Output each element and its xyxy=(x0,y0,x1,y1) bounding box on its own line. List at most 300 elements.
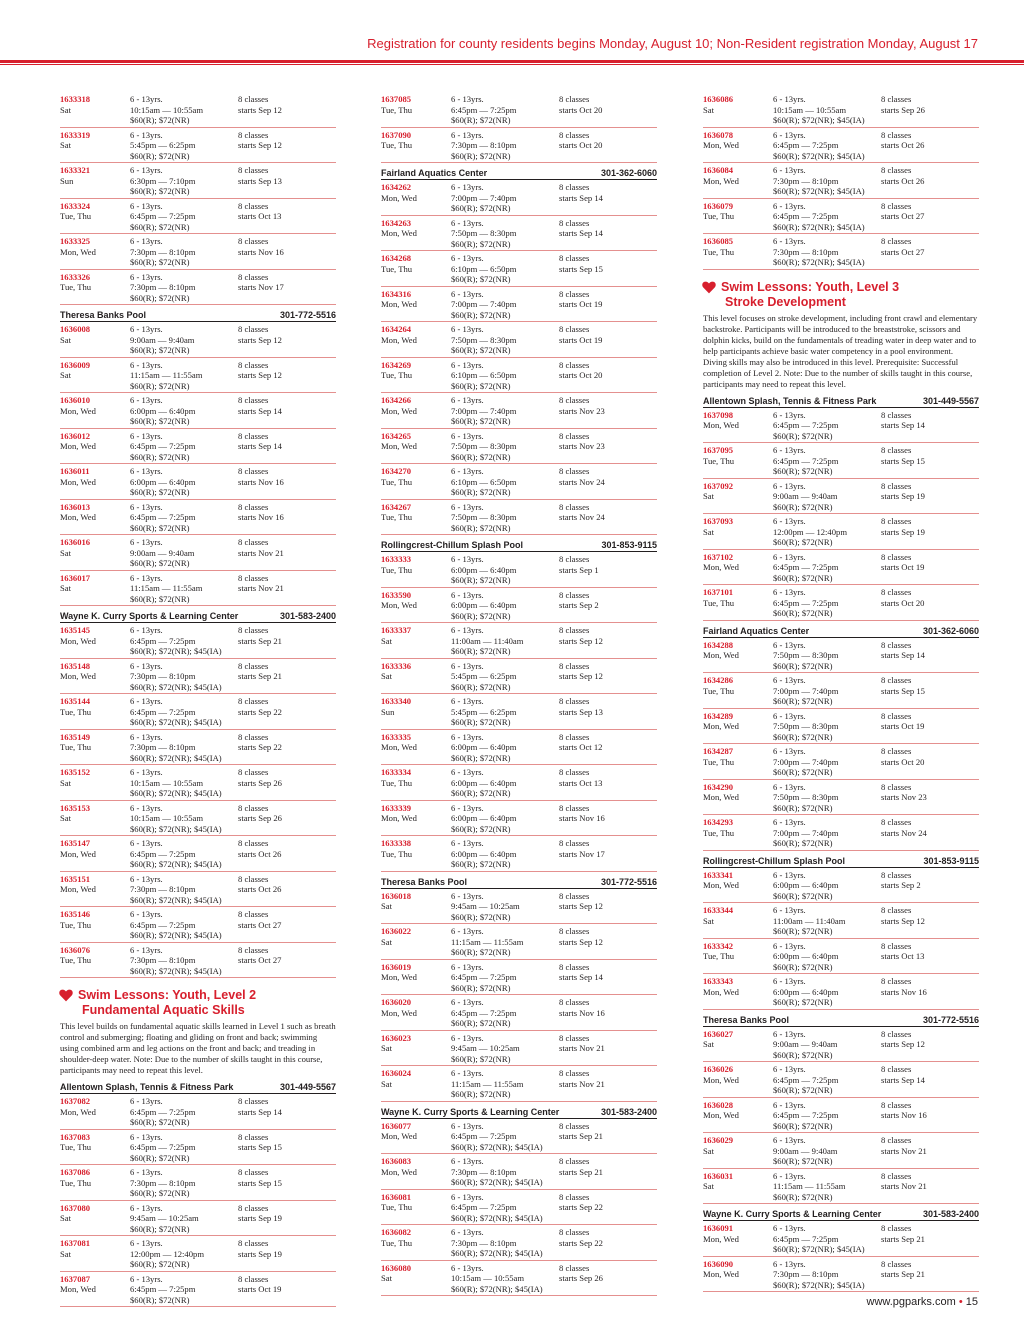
course-code[interactable]: 1637086 xyxy=(60,1167,91,1177)
course-code[interactable]: 1636076 xyxy=(60,944,91,955)
age-range: 6 - 13yrs. xyxy=(773,675,806,685)
class-time: 10:15am — 10:55am xyxy=(451,1273,525,1283)
course-code[interactable]: 1634293 xyxy=(703,817,734,827)
class-fee: $60(R); $72(NR) xyxy=(773,466,833,476)
class-fee: $60(R); $72(NR); $45(IA) xyxy=(773,150,865,161)
class-fee: $60(R); $72(NR) xyxy=(773,430,833,441)
class-entry xyxy=(60,464,336,500)
class-time: 10:15am — 10:55am xyxy=(773,104,847,115)
course-code[interactable]: 1634266 xyxy=(381,395,412,405)
class-fee: $60(R); $72(NR) xyxy=(773,731,833,742)
class-days: Sat xyxy=(381,671,392,681)
course-code[interactable]: 1634262 xyxy=(381,182,412,192)
class-time: 6:00pm — 6:40pm xyxy=(773,880,839,890)
class-fee: $60(R); $72(NR) xyxy=(451,522,511,533)
course-code[interactable]: 1636011 xyxy=(60,466,90,476)
start-date: starts Nov 21 xyxy=(238,547,284,558)
age-range: 6 - 13yrs. xyxy=(451,1068,484,1078)
course-code[interactable]: 1634289 xyxy=(703,710,734,721)
class-count: 8 classes xyxy=(559,890,590,901)
age-range: 6 - 13yrs. xyxy=(773,905,806,915)
class-time: 10:15am — 10:55am xyxy=(130,104,204,115)
start-date: starts Nov 24 xyxy=(881,827,927,838)
class-count: 8 classes xyxy=(238,1202,269,1213)
class-fee: $60(R); $72(NR) xyxy=(451,911,511,922)
course-code[interactable]: 1636091 xyxy=(703,1223,734,1233)
venue-phone: 301-772-5516 xyxy=(279,310,336,320)
course-code[interactable]: 1637081 xyxy=(60,1238,91,1248)
class-time: 7:50pm — 8:30pm xyxy=(451,441,517,451)
start-date: starts Nov 23 xyxy=(881,792,927,802)
class-days: Sat xyxy=(703,104,714,115)
start-date: starts Sep 26 xyxy=(238,777,282,788)
course-code[interactable]: 1636080 xyxy=(381,1262,412,1273)
class-entry xyxy=(60,128,336,164)
start-date: starts Nov 24 xyxy=(559,476,605,487)
class-count: 8 classes xyxy=(238,1238,269,1248)
class-days: Sat xyxy=(60,813,71,823)
class-entry xyxy=(60,571,336,607)
class-time: 7:30pm — 8:10pm xyxy=(773,175,839,186)
class-time: 6:00pm — 6:40pm xyxy=(773,986,839,997)
course-code[interactable]: 1634265 xyxy=(381,430,412,441)
course-code[interactable]: 1636082 xyxy=(381,1227,412,1237)
course-code[interactable]: 1637095 xyxy=(703,445,734,455)
class-time: 6:00pm — 6:40pm xyxy=(451,848,517,859)
class-count: 8 classes xyxy=(559,767,590,777)
age-range: 6 - 13yrs. xyxy=(451,324,484,334)
course-code[interactable]: 1636018 xyxy=(381,890,412,901)
course-code[interactable]: 1636022 xyxy=(381,926,412,936)
course-code[interactable]: 1636020 xyxy=(381,997,412,1007)
course-code[interactable]: 1636023 xyxy=(381,1032,412,1043)
course-code[interactable]: 1636083 xyxy=(381,1156,412,1166)
header-banner xyxy=(0,0,1024,66)
age-range: 6 - 13yrs. xyxy=(451,696,484,706)
course-code[interactable]: 1633319 xyxy=(60,129,91,140)
class-count: 8 classes xyxy=(881,1170,912,1181)
class-fee: $60(R); $72(NR); $45(IA) xyxy=(130,930,222,940)
class-count: 8 classes xyxy=(238,501,269,512)
course-code[interactable]: 1633325 xyxy=(60,236,91,246)
age-range: 6 - 13yrs. xyxy=(130,395,163,405)
course-code[interactable]: 1634316 xyxy=(381,288,412,299)
class-entry xyxy=(60,92,336,128)
start-date: starts Sep 12 xyxy=(559,635,603,646)
class-entry xyxy=(703,1062,979,1098)
class-count: 8 classes xyxy=(238,165,269,175)
class-list xyxy=(381,1119,657,1297)
age-range: 6 - 13yrs. xyxy=(451,1191,484,1202)
class-time: 6:45pm — 7:25pm xyxy=(773,1074,839,1085)
age-range: 6 - 13yrs. xyxy=(130,731,163,742)
class-count: 8 classes xyxy=(238,873,269,884)
venue-name: Theresa Banks Pool xyxy=(703,1014,790,1025)
age-range: 6 - 13yrs. xyxy=(451,182,484,192)
age-range: 6 - 13yrs. xyxy=(451,890,484,901)
class-entry xyxy=(60,322,336,358)
start-date: starts Oct 20 xyxy=(559,370,603,380)
age-range: 6 - 13yrs. xyxy=(451,660,484,671)
class-entry xyxy=(60,500,336,536)
class-time: 6:45pm — 7:25pm xyxy=(130,211,196,221)
class-fee: $60(R); $72(NR); $45(IA) xyxy=(451,1248,543,1258)
class-count: 8 classes xyxy=(559,324,590,334)
start-date: starts Oct 13 xyxy=(881,951,925,961)
class-fee: $60(R); $72(NR) xyxy=(130,416,190,426)
course-code[interactable]: 1635152 xyxy=(60,767,91,777)
start-date: starts Sep 13 xyxy=(559,706,603,717)
course-code[interactable]: 1635148 xyxy=(60,660,91,671)
course-code[interactable]: 1636009 xyxy=(60,359,91,370)
age-range: 6 - 13yrs. xyxy=(451,838,484,848)
start-date: starts Sep 21 xyxy=(238,635,282,646)
class-fee: $60(R); $72(NR); $45(IA) xyxy=(130,717,222,727)
age-range: 6 - 13yrs. xyxy=(451,217,484,228)
class-fee: $60(R); $72(NR) xyxy=(451,416,511,426)
class-days: Mon, Wed xyxy=(703,1110,739,1120)
class-fee: $60(R); $72(NR) xyxy=(130,115,190,125)
page-number: 15 xyxy=(965,1296,978,1308)
class-entry xyxy=(381,889,657,925)
class-time: 7:50pm — 8:30pm xyxy=(773,721,839,731)
class-days: Sun xyxy=(381,706,395,717)
course-code[interactable]: 1633344 xyxy=(703,905,734,915)
class-days: Sat xyxy=(60,583,71,593)
class-days: Mon, Wed xyxy=(60,848,96,859)
age-range: 6 - 13yrs. xyxy=(773,746,806,756)
course-code[interactable]: 1633343 xyxy=(703,976,734,986)
class-count: 8 classes xyxy=(881,976,912,986)
age-range: 6 - 13yrs. xyxy=(773,516,806,526)
start-date: starts Oct 19 xyxy=(881,721,925,731)
class-time: 6:45pm — 7:25pm xyxy=(451,972,517,982)
course-code[interactable]: 1637085 xyxy=(381,94,412,104)
venue-phone: 301-772-5516 xyxy=(922,1014,979,1025)
venue-phone: 301-772-5516 xyxy=(600,876,657,887)
course-code[interactable]: 1633334 xyxy=(381,767,412,777)
course-code[interactable]: 1637092 xyxy=(703,480,734,491)
class-days: Mon, Wed xyxy=(381,972,417,982)
course-code[interactable]: 1636090 xyxy=(703,1258,734,1269)
age-range: 6 - 13yrs. xyxy=(451,466,484,476)
start-date: starts Oct 26 xyxy=(881,140,925,150)
course-code[interactable]: 1633324 xyxy=(60,200,91,211)
class-time: 6:45pm — 7:25pm xyxy=(451,104,517,115)
class-fee: $60(R); $72(NR) xyxy=(451,451,511,462)
class-days: Sat xyxy=(381,635,392,646)
class-fee: $60(R); $72(NR) xyxy=(451,1018,511,1028)
course-code[interactable]: 1636085 xyxy=(703,236,734,246)
start-date: starts Sep 2 xyxy=(881,880,921,890)
class-count: 8 classes xyxy=(559,288,590,299)
course-code[interactable]: 1635144 xyxy=(60,696,91,706)
class-list xyxy=(703,1027,979,1205)
course-code[interactable]: 1633590 xyxy=(381,589,412,600)
class-days: Sat xyxy=(60,104,71,115)
course-code[interactable]: 1636078 xyxy=(703,129,734,140)
class-entry xyxy=(381,500,657,536)
class-entry xyxy=(381,1031,657,1067)
venue-header xyxy=(381,874,657,889)
course-code[interactable]: 1637101 xyxy=(703,587,734,597)
course-code[interactable]: 1637080 xyxy=(60,1202,91,1213)
start-date: starts Oct 19 xyxy=(238,1284,282,1294)
course-code[interactable]: 1636013 xyxy=(60,501,91,512)
course-code[interactable]: 1636026 xyxy=(703,1064,734,1074)
start-date: starts Sep 21 xyxy=(881,1233,925,1244)
start-date: starts Sep 15 xyxy=(238,1177,282,1188)
course-code[interactable]: 1636024 xyxy=(381,1068,412,1078)
start-date: starts Oct 13 xyxy=(238,211,282,221)
course-code[interactable]: 1636028 xyxy=(703,1099,734,1110)
start-date: starts Sep 26 xyxy=(881,104,925,115)
class-fee: $60(R); $72(NR); $45(IA) xyxy=(773,1279,865,1290)
class-fee: $60(R); $72(NR); $45(IA) xyxy=(130,681,222,692)
class-time: 11:15am — 11:55am xyxy=(130,583,203,593)
course-code[interactable]: 1634288 xyxy=(703,639,734,650)
class-days: Tue, Thu xyxy=(703,756,735,767)
course-code[interactable]: 1637098 xyxy=(703,409,734,420)
start-date: starts Nov 16 xyxy=(881,1110,927,1120)
course-code[interactable]: 1634267 xyxy=(381,501,412,512)
class-entry xyxy=(381,801,657,837)
class-fee: $60(R); $72(NR) xyxy=(451,575,511,585)
class-count: 8 classes xyxy=(238,838,269,848)
class-count: 8 classes xyxy=(559,217,590,228)
start-date: starts Sep 15 xyxy=(881,455,925,466)
class-count: 8 classes xyxy=(238,572,269,583)
class-count: 8 classes xyxy=(559,1068,590,1078)
start-date: starts Nov 21 xyxy=(559,1078,605,1089)
course-code[interactable]: 1634268 xyxy=(381,253,412,263)
class-days: Mon, Wed xyxy=(703,175,739,186)
course-code[interactable]: 1637093 xyxy=(703,516,734,526)
class-time: 6:45pm — 7:25pm xyxy=(773,455,839,466)
course-code[interactable]: 1634269 xyxy=(381,359,412,370)
course-code[interactable]: 1636031 xyxy=(703,1170,734,1181)
course-code[interactable]: 1633341 xyxy=(703,869,734,880)
class-count: 8 classes xyxy=(559,359,590,370)
course-code[interactable]: 1636081 xyxy=(381,1191,412,1202)
column-right xyxy=(703,92,979,1292)
venue-name: Wayne K. Curry Sports & Learning Center xyxy=(60,611,239,621)
start-date: starts Sep 13 xyxy=(238,175,282,186)
course-code[interactable]: 1635153 xyxy=(60,802,91,813)
course-code[interactable]: 1635151 xyxy=(60,873,91,884)
course-code[interactable]: 1637102 xyxy=(703,551,734,562)
class-fee: $60(R); $72(NR) xyxy=(130,487,190,497)
start-date: starts Oct 12 xyxy=(559,742,603,752)
class-days: Mon, Wed xyxy=(60,246,96,257)
class-time: 6:00pm — 6:40pm xyxy=(451,777,517,788)
class-entry xyxy=(381,358,657,394)
age-range: 6 - 13yrs. xyxy=(130,1202,163,1213)
course-code[interactable]: 1637090 xyxy=(381,129,412,140)
age-range: 6 - 13yrs. xyxy=(773,165,806,175)
course-code[interactable]: 1636008 xyxy=(60,324,91,334)
course-code[interactable]: 1634263 xyxy=(381,217,412,228)
class-time: 6:45pm — 7:25pm xyxy=(130,1106,196,1117)
class-count: 8 classes xyxy=(881,1223,912,1233)
footer-separator: • xyxy=(958,1296,963,1308)
age-range: 6 - 13yrs. xyxy=(130,501,163,512)
class-entry xyxy=(381,730,657,766)
class-count: 8 classes xyxy=(559,253,590,263)
course-code[interactable]: 1633340 xyxy=(381,696,412,706)
course-code[interactable]: 1636084 xyxy=(703,165,734,175)
course-code[interactable]: 1633342 xyxy=(703,940,734,951)
venue-phone: 301-449-5567 xyxy=(279,1082,336,1092)
class-days: Mon, Wed xyxy=(60,671,96,681)
class-count: 8 classes xyxy=(881,817,912,827)
course-code[interactable]: 1636019 xyxy=(381,961,412,972)
course-code[interactable]: 1635149 xyxy=(60,731,91,742)
section-title xyxy=(78,988,336,1018)
footer-url[interactable]: www.pgparks.com xyxy=(866,1296,956,1308)
class-count: 8 classes xyxy=(559,182,590,192)
course-code[interactable]: 1636012 xyxy=(60,430,91,441)
class-time: 9:45am — 10:25am xyxy=(451,901,520,911)
age-range: 6 - 13yrs. xyxy=(130,1238,163,1248)
class-count: 8 classes xyxy=(559,94,590,104)
venue-name: Wayne K. Curry Sports & Learning Center xyxy=(381,1106,560,1117)
class-count: 8 classes xyxy=(238,1131,269,1142)
class-count: 8 classes xyxy=(881,480,912,491)
age-range: 6 - 13yrs. xyxy=(130,1096,163,1106)
venue-name: Theresa Banks Pool xyxy=(60,310,147,320)
course-code[interactable]: 1633318 xyxy=(60,94,91,104)
class-time: 7:00pm — 7:40pm xyxy=(773,685,839,696)
age-range: 6 - 13yrs. xyxy=(773,1135,806,1145)
course-code[interactable]: 1633338 xyxy=(381,838,412,848)
class-time: 11:15am — 11:55am xyxy=(451,936,524,947)
class-days: Mon, Wed xyxy=(60,405,96,416)
class-entry xyxy=(381,765,657,801)
course-code[interactable]: 1633326 xyxy=(60,271,91,282)
course-code[interactable]: 1633321 xyxy=(60,165,91,175)
course-code[interactable]: 1634270 xyxy=(381,466,412,476)
class-fee: $60(R); $72(NR) xyxy=(773,572,833,583)
course-code[interactable]: 1635147 xyxy=(60,838,91,848)
class-entry xyxy=(703,744,979,780)
class-time: 6:00pm — 6:40pm xyxy=(451,600,517,610)
section-description: This level focuses on stroke development, including front crawl and elementary backstroke. Participants will be introduced to the breaststroke, scissors and dolphin kicks, build on the fundamentals of treading water in deep water and to help participants achieve basic water competency in a pool environment. Diving skills may also be introduced in this level. Prerequisite: Successful completion of Level 2. Note: Due to the number of skills taught in this course, participants may need to repeat this level. xyxy=(703,312,978,389)
course-code[interactable]: 1636016 xyxy=(60,537,91,547)
class-fee: $60(R); $72(NR) xyxy=(773,890,833,901)
course-code[interactable]: 1636010 xyxy=(60,395,91,405)
class-entry xyxy=(60,1165,336,1201)
class-fee: $60(R); $72(NR) xyxy=(130,380,190,391)
course-code[interactable]: 1636086 xyxy=(703,94,734,104)
course-code[interactable]: 1634287 xyxy=(703,746,734,756)
page-footer xyxy=(867,1296,979,1308)
class-entry xyxy=(703,1027,979,1063)
class-time: 7:00pm — 7:40pm xyxy=(451,405,517,416)
class-days: Mon, Wed xyxy=(60,884,96,894)
section-title-line1: Swim Lessons: Youth, Level 2 xyxy=(78,988,257,1002)
class-entry xyxy=(703,199,979,235)
course-code[interactable]: 1633337 xyxy=(381,625,412,635)
class-time: 7:30pm — 8:10pm xyxy=(451,1237,517,1248)
class-count: 8 classes xyxy=(238,129,269,140)
age-range: 6 - 13yrs. xyxy=(773,1028,806,1039)
class-count: 8 classes xyxy=(559,802,590,813)
course-code[interactable]: 1637087 xyxy=(60,1273,91,1284)
start-date: starts Oct 13 xyxy=(559,777,603,788)
class-entry xyxy=(381,588,657,624)
course-code[interactable]: 1633333 xyxy=(381,554,412,564)
course-code[interactable]: 1637082 xyxy=(60,1096,91,1106)
start-date: starts Nov 16 xyxy=(238,246,284,257)
course-code[interactable]: 1637083 xyxy=(60,1131,91,1142)
class-time: 6:00pm — 6:40pm xyxy=(451,813,517,823)
class-days: Mon, Wed xyxy=(381,405,417,416)
course-code[interactable]: 1634286 xyxy=(703,675,734,685)
course-code[interactable]: 1633336 xyxy=(381,660,412,671)
age-range: 6 - 13yrs. xyxy=(451,767,484,777)
class-fee: $60(R); $72(NR); $45(IA) xyxy=(130,788,222,798)
age-range: 6 - 13yrs. xyxy=(773,236,806,246)
class-fee: $60(R); $72(NR); $45(IA) xyxy=(451,1283,543,1294)
class-count: 8 classes xyxy=(881,94,912,104)
course-code[interactable]: 1636077 xyxy=(381,1120,412,1131)
course-code[interactable]: 1634290 xyxy=(703,781,734,792)
class-count: 8 classes xyxy=(881,639,912,650)
class-fee: $60(R); $72(NR) xyxy=(130,186,190,196)
class-entry xyxy=(381,960,657,996)
class-time: 7:50pm — 8:30pm xyxy=(773,650,839,660)
class-count: 8 classes xyxy=(559,466,590,476)
class-list xyxy=(60,322,336,606)
course-code[interactable]: 1635145 xyxy=(60,625,91,635)
venue-phone: 301-583-2400 xyxy=(279,611,336,621)
start-date: starts Nov 24 xyxy=(559,512,605,522)
class-entry xyxy=(381,1261,657,1297)
class-count: 8 classes xyxy=(881,1258,912,1269)
class-entry xyxy=(703,128,979,164)
age-range: 6 - 13yrs. xyxy=(773,200,806,211)
course-code[interactable]: 1634264 xyxy=(381,324,412,334)
course-code[interactable]: 1636017 xyxy=(60,572,91,583)
course-code[interactable]: 1635146 xyxy=(60,909,91,919)
course-code[interactable]: 1636027 xyxy=(703,1028,734,1039)
course-code[interactable]: 1633335 xyxy=(381,731,412,742)
start-date: starts Sep 15 xyxy=(559,263,603,274)
class-entry xyxy=(60,163,336,199)
venue-header xyxy=(703,853,979,868)
age-range: 6 - 13yrs. xyxy=(451,94,484,104)
class-fee: $60(R); $72(NR) xyxy=(773,802,833,813)
course-code[interactable]: 1636079 xyxy=(703,200,734,211)
age-range: 6 - 13yrs. xyxy=(773,869,806,880)
class-time: 6:45pm — 7:25pm xyxy=(130,919,196,930)
age-range: 6 - 13yrs. xyxy=(130,1273,163,1284)
class-fee: $60(R); $72(NR) xyxy=(451,345,511,355)
age-range: 6 - 13yrs. xyxy=(130,200,163,211)
class-time: 5:45pm — 6:25pm xyxy=(130,140,196,150)
age-range: 6 - 13yrs. xyxy=(130,909,163,919)
course-code[interactable]: 1633339 xyxy=(381,802,412,813)
age-range: 6 - 13yrs. xyxy=(773,710,806,721)
venue-header xyxy=(60,1079,336,1094)
class-entry xyxy=(60,234,336,270)
start-date: starts Oct 27 xyxy=(881,246,925,257)
course-code[interactable]: 1636029 xyxy=(703,1135,734,1145)
column-left xyxy=(60,92,336,1307)
start-date: starts Sep 12 xyxy=(238,104,282,115)
age-range: 6 - 13yrs. xyxy=(130,236,163,246)
